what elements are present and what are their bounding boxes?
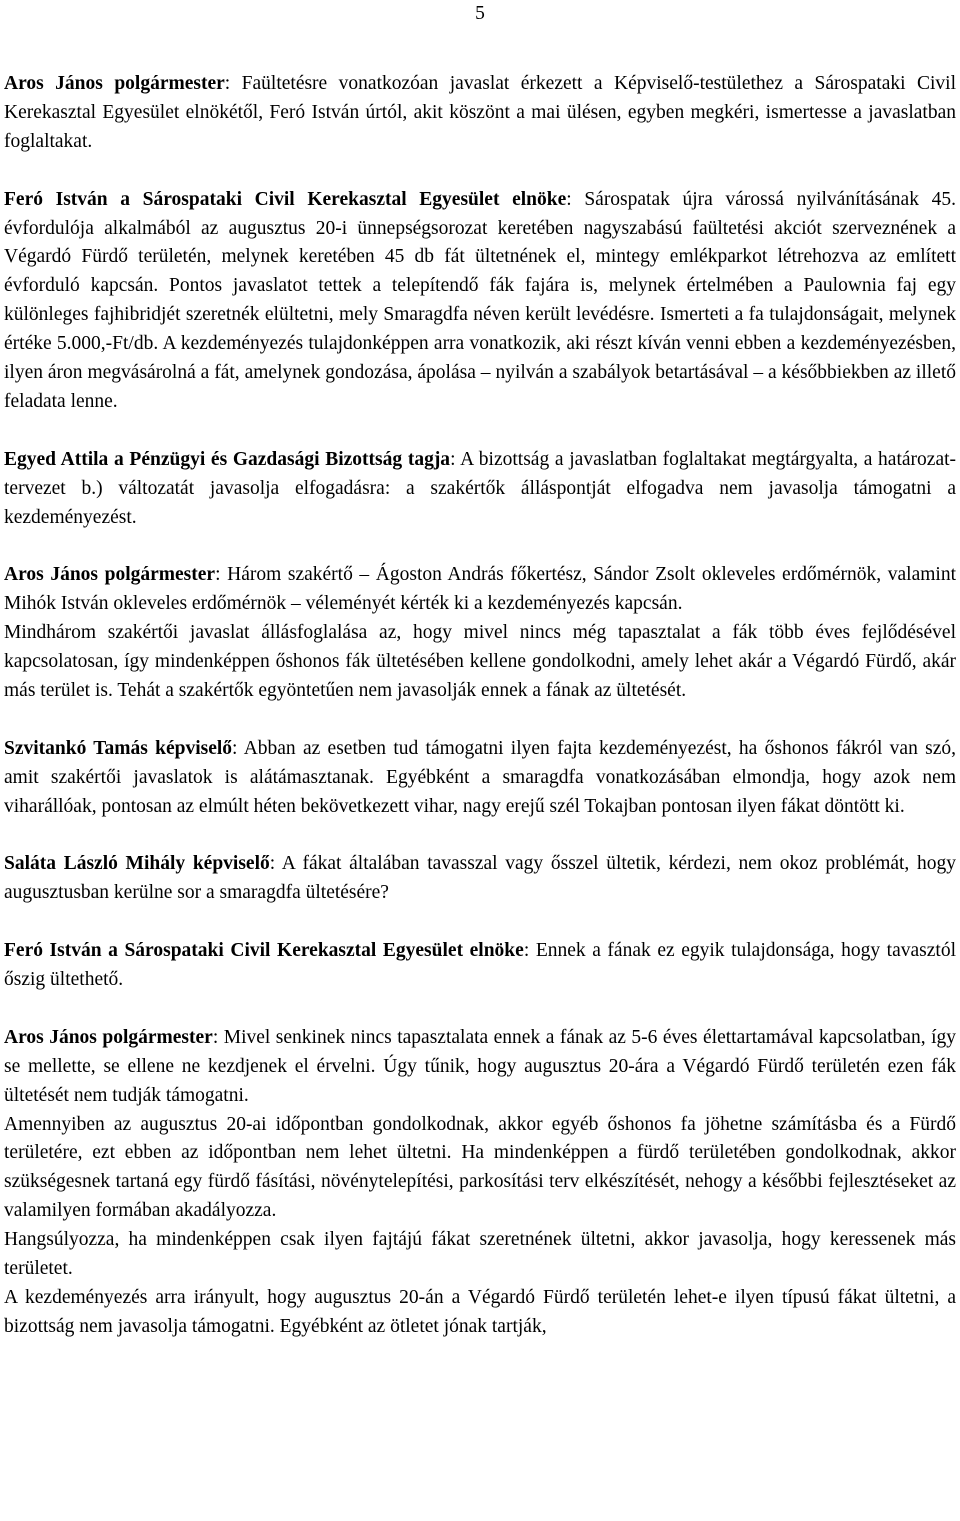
speaker-separator: : <box>232 737 244 759</box>
paragraph-text: Sárospatak újra várossá nyilvánításának 45. évfordulója alkalmából az augusztus 20-i ünnepségsorozat keretében nagyszabású faültetési akciót szerveznének a Végardó Fürdő területén, melynek keretében 45 db fát ültetnének el, mintegy emlékparkot létrehozva az említett évforduló kapcsán. Pontos javaslatot tettek a telepítendő fák fajára is, melynek értelmében a Paulownia faj egy különleges fajhibridjét szeretnék elültetni, mely Smaragdfa néven került levédésre. Ismerteti a fa tulajdonságait, melynek értéke 5.000,-Ft/db. A kezdeményezés tulajdonképpen arra vonatkozik, aki részt kíván venni ebben a kezdeményezésben, ilyen áron megvásárolná a fát, amelynek gondozása, ápolása – nyilván a szabályok betartásával – a későbbiekben az illető feladata lenne. <box>4 188 956 412</box>
speaker-name: Aros János polgármester <box>4 73 225 94</box>
document-body <box>4 70 956 1342</box>
paragraph-1 <box>4 70 956 157</box>
speaker-name: Aros János polgármester <box>4 564 216 586</box>
paragraph-text: Mindhárom szakértői javaslat állásfoglalása az, hogy mivel nincs még tapasztalat a fák több éves fejlődésével kapcsolatosan, így mindenképpen őshonos fák ültetésében kellene gondolkodni, amely lehet akár a Végardó Fürdő, akár más terület is. Tehát a szakértők egyöntetűen nem javasolják ennek a fának az ültetését. <box>4 622 956 701</box>
paragraph-12 <box>4 1284 956 1342</box>
speaker-name: Feró István a Sárospataki Civil Kerekasztal Egyesület elnöke <box>4 940 524 962</box>
speaker-separator: : <box>523 940 536 962</box>
paragraph-7 <box>4 850 956 908</box>
speaker-separator: : <box>215 564 228 586</box>
paragraph-9 <box>4 1024 956 1111</box>
speaker-name: Feró István a Sárospataki Civil Kerekasztal Egyesület elnöke <box>4 188 567 210</box>
speaker-name: Aros János polgármester <box>4 1026 213 1048</box>
paragraph-text: Faültetésre vonatkozóan javaslat érkezett a Képviselő-testülethez a Sárospataki Civil Kerekasztal Egyesület elnökétől, Feró István úrtól, akit köszönt a mai ülésen, egyben megkéri, ismertesse a javaslatban foglaltakat. <box>4 73 956 152</box>
speaker-separator: : <box>269 853 282 875</box>
paragraph-text: Ennek a fának ez egyik tulajdonsága, hogy tavasztól őszig ültethető. <box>4 940 956 990</box>
paragraph-text: Amennyiben az augusztus 20-ai időpontban gondolkodnak, akkor egyéb őshonos fa jöhetne számításba és a Fürdő területére, ezt ebben az időpontban nem lehet ültetni. Ha mindenképpen a fürdő területében gondolkodnak, akkor szükségesnek tartaná egy fürdő fásítási, növénytelepítési, parkosítási terv elkészítését, nehogy a későbbi fejlesztéseket az valamilyen formában akadályozza. <box>4 1113 956 1222</box>
paragraph-text: A fákat általában tavasszal vagy ősszel ültetik, kérdezi, nem okoz problémát, hogy augusztusban kerülne sor a smaragdfa ültetésére? <box>4 853 956 904</box>
speaker-separator: : <box>450 448 461 470</box>
paragraph-text: Hangsúlyozza, ha mindenképpen csak ilyen fajtájú fákat szeretnének ültetni, akkor javasolja, hogy keressenek más területet. <box>4 1229 956 1280</box>
paragraph-10 <box>4 1111 956 1227</box>
paragraph-6 <box>4 735 956 822</box>
paragraph-text: A bizottság a javaslatban foglaltakat megtárgyalta, a határozat-tervezet b.) változatát javasolja elfogadásra: a szakértők álláspontját elfogadva nem javasolja támogatni a kezdeményezést. <box>4 448 957 528</box>
paragraph-4 <box>4 561 956 619</box>
paragraph-5 <box>4 619 956 706</box>
paragraph-text: A kezdeményezés arra irányult, hogy augusztus 20-án a Végardó Fürdő területén lehet-e ilyen típusú fákat ültetni, a bizottság nem javasolja támogatni. Egyébként az ötletet jónak tartják, <box>4 1286 956 1337</box>
paragraph-3 <box>4 446 956 533</box>
page-number: 5 <box>475 3 485 24</box>
paragraph-text: Abban az esetben tud támogatni ilyen fajta kezdeményezést, ha őshonos fákról van szó, amit szakértői javaslatok is alátámasztanak. Egyébként a smaragdfa vonatkozásában elmondja, hogy azok nem viharállóak, pontosan az elmúlt héten bekövetkezett vihar, nagy erejű szél Tokajban pontosan ilyen fákat döntött ki. <box>4 737 956 817</box>
paragraph-text: Mivel senkinek nincs tapasztalata ennek a fának az 5-6 éves élettartamával kapcsolatban, így se mellette, se ellene ne kezdjenek el érvelni. Úgy tűnik, hogy augusztus 20-ára a Végardó Fürdő területén ezen fák ültetését nem tudják támogatni. <box>4 1026 956 1106</box>
paragraph-11 <box>4 1226 956 1284</box>
paragraph-2 <box>4 186 956 417</box>
speaker-separator: : <box>566 188 585 210</box>
speaker-name: Saláta László Mihály képviselő <box>4 853 270 875</box>
speaker-name: Egyed Attila a Pénzügyi és Gazdasági Bizottság tagja <box>4 448 451 470</box>
speaker-separator: : <box>224 73 242 94</box>
speaker-separator: : <box>212 1026 224 1048</box>
speaker-name: Szvitankó Tamás képviselő <box>4 737 233 759</box>
paragraph-text: Három szakértő – Ágoston András főkertész, Sándor Zsolt okleveles erdőmérnök, valamint Mihók István okleveles erdőmérnök – véleményét kérték ki a kezdeményezés kapcsán. <box>4 564 956 615</box>
paragraph-8 <box>4 937 956 995</box>
